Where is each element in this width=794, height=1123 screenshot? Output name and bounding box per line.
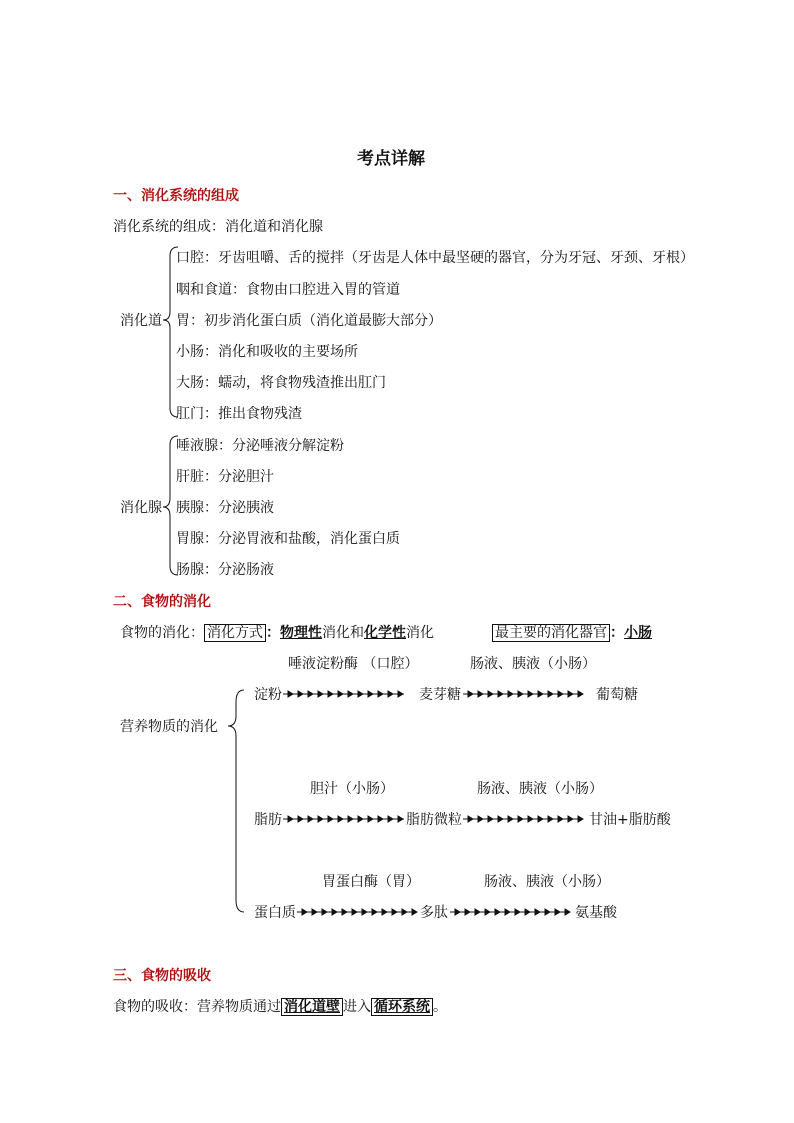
gland-item: 肝脏：分泌胆汁 [176,469,274,485]
tract-item: 肛门：推出食物残渣 [176,406,302,422]
arrow-head [398,691,403,697]
arrow-head [515,909,520,915]
arrow-head [558,816,563,822]
section-1-heading: 一、消化系统的组成 [113,188,239,204]
arrow-head [392,909,397,915]
tract-item: 咽和食道：食物由口腔进入胃的管道 [176,282,400,298]
enzyme-label: 肠液、胰液（小肠） [470,656,596,672]
glucose: 葡萄糖 [596,687,638,703]
polypeptide: 多肽 [420,905,448,921]
arrow-head [505,909,510,915]
arrow-head [488,816,493,822]
arrow-head [538,816,543,822]
gland-item: 胰腺：分泌胰液 [176,500,274,516]
arrow-head [498,816,503,822]
fat: 脂肪 [254,812,282,828]
physical-digestion: 物理性 [280,625,322,641]
arrow-head [555,909,560,915]
arrow-head [358,691,363,697]
arrow-head [578,816,583,822]
arrow-head [565,909,570,915]
main-organ: 小肠 [624,625,652,641]
arrow-head [478,816,483,822]
arrow-head [495,909,500,915]
section-3-heading: 三、食物的吸收 [113,968,211,984]
arrow-head [525,909,530,915]
arrow-head [348,816,353,822]
starch: 淀粉 [254,687,282,703]
tract-item: 大肠：蠕动，将食物残渣推出肛门 [176,375,386,391]
arrow-head [308,691,313,697]
digestion-prefix: 食物的消化： [120,625,204,641]
arrow-head [298,816,303,822]
arrow-head [485,909,490,915]
arrow-head [528,691,533,697]
arrow-head [508,816,513,822]
arrow-head [382,909,387,915]
arrow-head [288,816,293,822]
arrow-head [348,691,353,697]
arrow-head [548,816,553,822]
arrow-head [518,816,523,822]
gland-item: 胃腺：分泌胃液和盐酸，消化蛋白质 [176,531,400,547]
glycerol-fatty-acid: 甘油+脂肪酸 [589,812,671,828]
main-organ-box: 最主要的消化器官 [492,624,610,642]
mode-box: 消化方式 [204,624,266,642]
gland-label: 消化腺 [120,500,162,516]
enzyme-label: 肠液、胰液（小肠） [484,874,610,890]
arrow-head [402,909,407,915]
arrow-head [388,691,393,697]
arrow-head [535,909,540,915]
tract-label: 消化道 [120,313,162,329]
arrow-head [318,691,323,697]
arrow-head [378,691,383,697]
arrow-head [528,816,533,822]
arrow-head [368,691,373,697]
arrow-head [308,816,313,822]
arrow-head [578,691,583,697]
arrow-head [558,691,563,697]
arrow-head [318,816,323,822]
tract-brace [163,247,178,417]
arrow-head [328,816,333,822]
colon: ： [266,625,280,641]
arrow-head [538,691,543,697]
arrow-head [342,909,347,915]
arrow-head [508,691,513,697]
fat-droplets: 脂肪微粒 [406,812,462,828]
amino-acid: 氨基酸 [575,905,617,921]
tract-item: 小肠：消化和吸收的主要场所 [176,344,358,360]
arrow-head [568,691,573,697]
circulatory-system-box: 循环系统 [371,998,433,1016]
arrow-head [468,691,473,697]
enzyme-label: 唾液淀粉酶 （口腔） [288,656,419,672]
section-2-heading: 二、食物的消化 [113,594,211,610]
arrow-head [338,816,343,822]
section-1-intro: 消化系统的组成：消化道和消化腺 [113,219,323,235]
arrow-head [378,816,383,822]
enzyme-label: 胆汁（小肠） [310,781,394,797]
chemical-digestion: 化学性 [364,625,406,641]
arrow-head [545,909,550,915]
tract-item: 胃：初步消化蛋白质（消化道最膨大部分） [176,313,442,329]
arrow-head [372,909,377,915]
arrow-head [362,909,367,915]
arrow-head [465,909,470,915]
arrow-head [498,691,503,697]
maltose: 麦芽糖 [419,687,461,703]
page-title: 考点详解 [357,149,425,169]
arrow-head [455,909,460,915]
absorption-mid: 进入 [343,999,371,1015]
gland-item: 肠腺：分泌肠液 [176,562,274,578]
tract-item: 口腔：牙齿咀嚼、舌的搅拌（牙齿是人体中最坚硬的器官，分为牙冠、牙颈、牙根） [176,250,694,266]
absorption-prefix: 食物的吸收：营养物质通过 [113,999,281,1015]
arrow-head [368,816,373,822]
arrow-head [478,691,483,697]
protein: 蛋白质 [254,905,296,921]
arrow-head [568,816,573,822]
arrow-head [468,816,473,822]
gland-brace [163,436,178,575]
arrow-head [298,691,303,697]
digestive-wall-box: 消化道壁 [281,998,343,1016]
arrow-head [332,909,337,915]
enzyme-label: 胃蛋白酶（胃） [322,874,420,890]
arrow-head [518,691,523,697]
gland-item: 唾液腺：分泌唾液分解淀粉 [176,438,344,454]
arrow-head [302,909,307,915]
arrow-head [412,909,417,915]
arrow-head [288,691,293,697]
arrow-head [388,816,393,822]
enzyme-label: 肠液、胰液（小肠） [477,781,603,797]
arrow-head [328,691,333,697]
arrow-head [322,909,327,915]
arrow-head [358,816,363,822]
mid-text: 消化 [406,625,434,641]
absorption-end: 。 [433,999,447,1015]
nutrient-brace [228,690,244,912]
arrow-head [398,816,403,822]
arrow-head [548,691,553,697]
nutrient-digestion-label: 营养物质的消化 [120,719,218,735]
arrow-head [312,909,317,915]
arrow-head [338,691,343,697]
arrow-head [475,909,480,915]
colon: ： [610,625,624,641]
mid-text: 消化和 [322,625,364,641]
arrow-head [352,909,357,915]
arrow-head [488,691,493,697]
